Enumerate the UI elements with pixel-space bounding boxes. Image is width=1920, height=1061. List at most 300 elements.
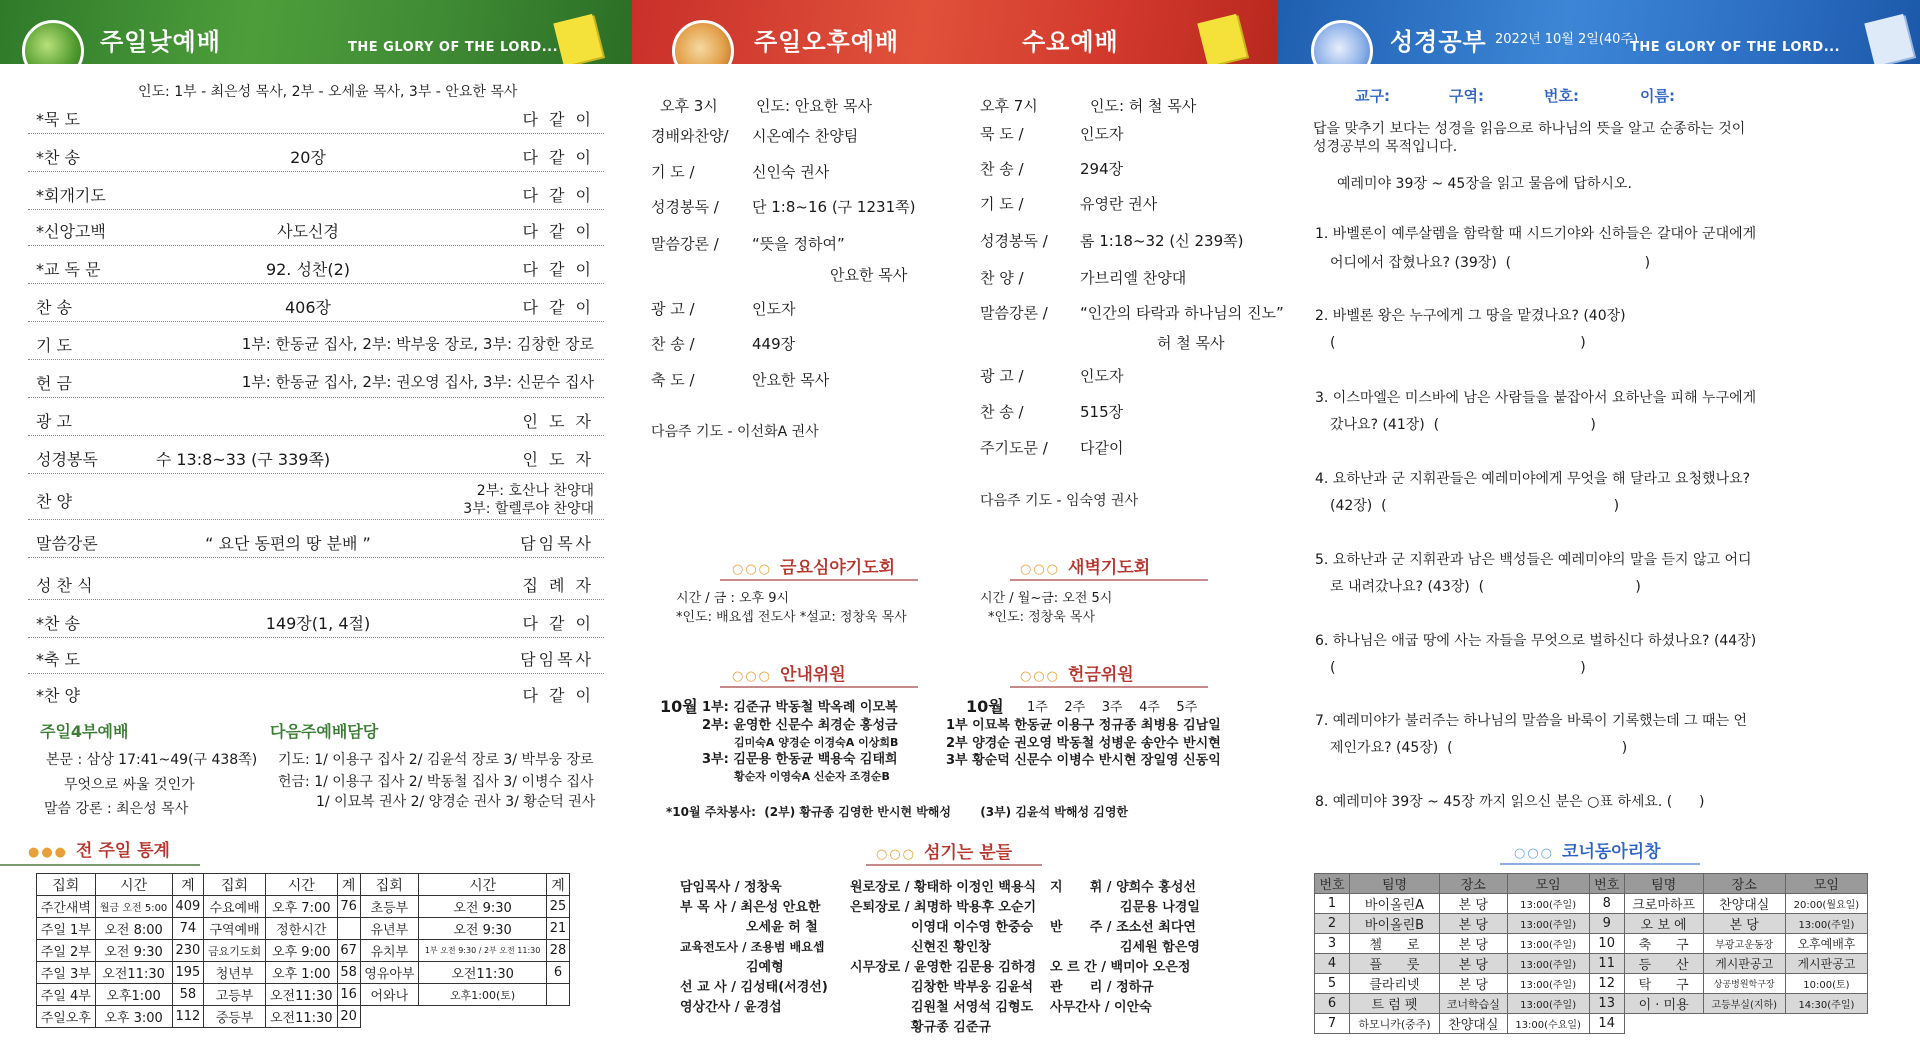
table-cell: 본 당 bbox=[1439, 914, 1507, 934]
table-cell: 플 룻 bbox=[1350, 954, 1440, 974]
order-item: *찬 송 bbox=[36, 148, 80, 167]
fourth-service-text: 본문 : 삼상 17:41~49(구 438쪽) bbox=[46, 752, 258, 768]
stats-table bbox=[36, 873, 570, 1028]
divider bbox=[866, 864, 1042, 866]
table-cell: 주간새벽 bbox=[37, 896, 96, 918]
table-cell: 9 bbox=[1589, 914, 1624, 934]
order-item: *묵 도 bbox=[36, 110, 80, 129]
table-cell: 고등부실(지하) bbox=[1703, 994, 1785, 1014]
question-line: 8. 예레미야 39장 ~ 45장 까지 읽으신 분은 ○표 하세요. ( ) bbox=[1315, 794, 1705, 810]
table-row bbox=[1315, 1014, 1868, 1034]
ushers-month: 10월 bbox=[660, 697, 698, 716]
servant-line: 지 휘 / 양희수 홍성선 bbox=[1050, 880, 1196, 895]
table-cell: 오후 3:00 bbox=[95, 1006, 172, 1028]
order-content: “ 요단 동편의 땅 분배 ” bbox=[205, 534, 371, 553]
table-cell: 13:00(주일) bbox=[1507, 934, 1589, 954]
dots-icon: ○○○ bbox=[876, 847, 917, 862]
table-cell: 14:30(주일) bbox=[1785, 994, 1867, 1014]
order-by: 다 같 이 bbox=[522, 614, 594, 633]
divider bbox=[1010, 686, 1208, 688]
ushers-line: 2부: 윤영한 신문수 최경순 홍성금 bbox=[702, 718, 898, 733]
study-intro: 답을 맞추기 보다는 성경을 읽음으로 하나님의 뜻을 알고 순종하는 것이 bbox=[1313, 121, 1746, 137]
dots-icon: ○○○ bbox=[1514, 846, 1555, 861]
dots-icon: ○○○ bbox=[1020, 562, 1061, 577]
servant-line: 김창한 박부웅 김윤석 bbox=[911, 980, 1034, 995]
table-cell: 10:00(토) bbox=[1785, 974, 1867, 994]
divider bbox=[1010, 579, 1208, 581]
order-content: 사도신경 bbox=[277, 222, 339, 241]
table-cell: 409 bbox=[172, 896, 204, 918]
table-cell: 수요예배 bbox=[204, 896, 266, 918]
order-row bbox=[28, 174, 604, 210]
servant-line: 오 르 간 / 백미아 오은정 bbox=[1050, 960, 1191, 975]
order-item: *축 도 bbox=[36, 650, 80, 669]
order-label: 주기도문 / bbox=[980, 439, 1048, 457]
table-cell: 주일 3부 bbox=[37, 962, 96, 984]
table-cell: 오후 9:00 bbox=[265, 940, 337, 962]
order-row bbox=[28, 324, 604, 360]
service-leaders: 인도: 1부 - 최은성 목사, 2부 - 오세윤 목사, 3부 - 안요한 목사 bbox=[138, 84, 518, 100]
hydrangea-thumbnail-icon bbox=[1311, 20, 1373, 64]
table-cell: 13:00(주일) bbox=[1507, 994, 1589, 1014]
table-header: 계 bbox=[172, 874, 204, 896]
question-line: 7. 예레미야가 불러주는 하나님의 말씀을 바룩이 기록했는데 그 때는 언 bbox=[1315, 713, 1748, 729]
question-line: 로 내려갔나요? (43장) ( ) bbox=[1330, 579, 1641, 595]
table-cell: 오후1:00 bbox=[95, 984, 172, 1006]
order-item: *회개기도 bbox=[36, 186, 106, 205]
table-header: 번호 bbox=[1589, 874, 1624, 894]
header-sunday-afternoon bbox=[632, 0, 1277, 64]
table-header-row bbox=[1315, 874, 1868, 894]
table-row bbox=[37, 896, 570, 918]
afternoon-time: 오후 3시 bbox=[660, 97, 718, 115]
wednesday-time: 오후 7시 bbox=[980, 97, 1038, 115]
table-cell: 13:00(주일) bbox=[1507, 894, 1589, 914]
table-cell: 주일오후 bbox=[37, 1006, 96, 1028]
header-sunday-morning bbox=[0, 0, 632, 64]
ushers-line: 김미숙A 양경순 이경숙A 이상희B bbox=[734, 736, 899, 749]
question-line: 5. 요하난과 군 지휘관과 남은 백성들은 예레미야의 말을 듣지 않고 어디 bbox=[1315, 552, 1752, 568]
study-intro: 성경공부의 목적입니다. bbox=[1313, 139, 1458, 155]
header-bible-study bbox=[1277, 0, 1920, 64]
table-cell: 25 bbox=[547, 896, 570, 918]
servant-line: 사무간사 / 이안숙 bbox=[1050, 1000, 1152, 1015]
table-cell: 6 bbox=[547, 962, 570, 984]
ushers-title-text: 안내위원 bbox=[780, 665, 846, 685]
table-row bbox=[37, 962, 570, 984]
servant-line: 김문용 나경일 bbox=[1120, 900, 1200, 915]
offering-line: 2부 양경순 권오영 박동철 성병운 송안수 반시현 bbox=[946, 736, 1221, 751]
order-item: 성경봉독 bbox=[36, 450, 98, 469]
table-cell: 하모니카(중주) bbox=[1350, 1014, 1440, 1034]
table-cell: 오후 7:00 bbox=[265, 896, 337, 918]
divider bbox=[0, 864, 200, 866]
flower-thumbnail-icon bbox=[22, 20, 84, 64]
dawn-prayer-title-text: 새벽기도회 bbox=[1068, 558, 1151, 578]
servant-line: 은퇴장로 / 최명하 박용후 오순기 bbox=[850, 900, 1037, 915]
table-cell: 13:00(수요일) bbox=[1507, 1014, 1589, 1034]
dots-icon: ○○○ bbox=[732, 669, 773, 684]
order-item: 찬 양 bbox=[36, 492, 72, 511]
question-line: 갔나요? (41장) ( ) bbox=[1330, 417, 1596, 433]
order-value: 515장 bbox=[1080, 403, 1124, 421]
order-content: 20장 bbox=[290, 148, 326, 167]
question-line: 6. 하나님은 애굽 땅에 사는 자들을 무엇으로 벌하신다 하셨나요? (44장) bbox=[1315, 633, 1757, 649]
table-cell: 금요기도회 bbox=[204, 940, 266, 962]
table-cell: 오 보 에 bbox=[1624, 914, 1703, 934]
table-cell: 13:00(주일) bbox=[1507, 974, 1589, 994]
table-cell: 오후 1:00 bbox=[265, 962, 337, 984]
stats-title bbox=[28, 836, 170, 861]
table-cell: 오전11:30 bbox=[265, 1006, 337, 1028]
order-value: 449장 bbox=[752, 335, 796, 353]
header-title: 주일낮예배 bbox=[100, 28, 221, 56]
table-header: 계 bbox=[547, 874, 570, 896]
wednesday-leader: 인도: 허 철 목사 bbox=[1090, 97, 1197, 115]
table-header: 장소 bbox=[1703, 874, 1785, 894]
table-cell bbox=[360, 1006, 419, 1028]
dawn-prayer-lead: *인도: 정창욱 목사 bbox=[988, 610, 1096, 625]
table-cell: 중등부 bbox=[204, 1006, 266, 1028]
order-row bbox=[28, 286, 604, 322]
table-row bbox=[37, 940, 570, 962]
table-header: 팀명 bbox=[1624, 874, 1703, 894]
table-cell: 11 bbox=[1589, 954, 1624, 974]
table-cell: 이 · 미용 bbox=[1624, 994, 1703, 1014]
table-header: 집회 bbox=[204, 874, 266, 896]
table-cell: 112 bbox=[172, 1006, 204, 1028]
order-row bbox=[28, 476, 604, 520]
servants-title bbox=[876, 838, 1012, 863]
divider bbox=[1500, 863, 1700, 865]
order-value: 단 1:8~16 (구 1231쪽) bbox=[752, 198, 916, 216]
order-label: 광 고 / bbox=[980, 367, 1024, 385]
order-value: 시온예수 찬양팀 bbox=[752, 127, 859, 145]
table-cell: 주일 1부 bbox=[37, 918, 96, 940]
servant-line: 반 주 / 조소선 최다연 bbox=[1050, 920, 1196, 935]
table-cell: 20:00(월요일) bbox=[1785, 894, 1867, 914]
club-title-text: 코너동아리창 bbox=[1562, 842, 1661, 862]
order-value: 허 철 목사 bbox=[1157, 334, 1225, 352]
friday-prayer-title bbox=[732, 553, 895, 578]
table-cell: 탁 구 bbox=[1624, 974, 1703, 994]
order-label: 성경봉독 / bbox=[980, 232, 1048, 250]
table-cell: 본 당 bbox=[1439, 934, 1507, 954]
order-content: 406장 bbox=[285, 298, 331, 317]
order-item: 헌 금 bbox=[36, 374, 72, 393]
food-thumbnail-icon bbox=[672, 20, 734, 64]
table-cell: 오전11:30 bbox=[265, 984, 337, 1006]
table-header: 시간 bbox=[265, 874, 337, 896]
order-value: 인도자 bbox=[1080, 125, 1124, 143]
table-cell: 본 당 bbox=[1439, 974, 1507, 994]
table-cell: 주일 2부 bbox=[37, 940, 96, 962]
table-cell: 74 bbox=[172, 918, 204, 940]
servant-line: 김원철 서영석 김형도 bbox=[911, 1000, 1034, 1015]
order-label: 광 고 / bbox=[651, 300, 695, 318]
servant-line: 교육전도사 / 조용범 배요셉 bbox=[680, 940, 825, 954]
field-number: 번호: bbox=[1544, 87, 1579, 105]
order-item: *교 독 문 bbox=[36, 260, 101, 279]
table-cell: 1부 오전 9:30 / 2부 오전 11:30 bbox=[419, 940, 547, 962]
order-content: 수 13:8~33 (구 339쪽) bbox=[155, 450, 331, 469]
question-line: ( ) bbox=[1330, 660, 1586, 676]
order-by: 담임목사 bbox=[520, 650, 594, 669]
table-cell: 6 bbox=[1315, 994, 1350, 1014]
friday-prayer-title-text: 금요심야기도회 bbox=[780, 558, 895, 578]
table-header: 장소 bbox=[1439, 874, 1507, 894]
order-row bbox=[28, 602, 604, 638]
offering-line: 3부 황순덕 신문수 이병수 반시현 장일영 신동익 bbox=[946, 753, 1221, 768]
order-value: 294장 bbox=[1080, 160, 1124, 178]
table-cell: 유년부 bbox=[360, 918, 419, 940]
dots-icon: ●●● bbox=[28, 845, 69, 860]
order-value: 인도자 bbox=[1080, 367, 1124, 385]
order-by: 다 같 이 bbox=[522, 298, 594, 317]
table-cell: 28 bbox=[547, 940, 570, 962]
table-cell: 코너학습실 bbox=[1439, 994, 1507, 1014]
table-row bbox=[37, 1006, 570, 1028]
order-content: 92. 성찬(2) bbox=[265, 260, 351, 279]
order-by: 인 도 자 bbox=[522, 450, 594, 469]
table-cell: 오전 9:30 bbox=[419, 918, 547, 940]
afternoon-leader: 인도: 안요한 목사 bbox=[756, 97, 873, 115]
table-cell: 본 당 bbox=[1439, 954, 1507, 974]
table-cell: 12 bbox=[1589, 974, 1624, 994]
order-value: 가브리엘 찬양대 bbox=[1080, 269, 1187, 287]
servant-line: 오세윤 허 철 bbox=[746, 920, 818, 935]
order-row bbox=[28, 210, 604, 246]
table-cell: 구역예배 bbox=[204, 918, 266, 940]
header-title-wednesday: 수요예배 bbox=[1022, 28, 1119, 56]
table-cell bbox=[547, 984, 570, 1006]
order-value: “인간의 타락과 하나님의 진노” bbox=[1080, 304, 1284, 322]
order-item: 말씀강론 bbox=[36, 534, 98, 553]
header-subtitle: THE GLORY OF THE LORD... bbox=[348, 40, 559, 55]
sticky-note-icon bbox=[1197, 14, 1246, 64]
table-cell: 13:00(주일) bbox=[1785, 914, 1867, 934]
order-content: 1부: 한동균 집사, 2부: 권오영 집사, 3부: 신문수 집사 bbox=[241, 373, 594, 391]
table-cell bbox=[419, 1006, 547, 1028]
table-cell: 바이올린B bbox=[1350, 914, 1440, 934]
order-value: 신인숙 권사 bbox=[752, 163, 830, 181]
table-cell: 20 bbox=[337, 1006, 360, 1028]
header-subtitle: THE GLORY OF THE LORD... bbox=[1630, 40, 1841, 55]
question-line: 1. 바벨론이 예루살렘을 함락할 때 시드기야와 신하들은 갈대아 군대에게 bbox=[1315, 226, 1757, 242]
order-label: 기 도 / bbox=[651, 163, 695, 181]
header-title: 성경공부 bbox=[1390, 28, 1487, 56]
club-title bbox=[1514, 837, 1661, 862]
order-item: *신앙고백 bbox=[36, 222, 106, 241]
order-item: *찬 양 bbox=[36, 686, 80, 705]
table-header: 계 bbox=[337, 874, 360, 896]
question-line: (42장) ( ) bbox=[1330, 498, 1620, 514]
servant-line: 영상간사 / 윤경섭 bbox=[680, 1000, 782, 1015]
question-line: 4. 요하난과 군 지휘관들은 예레미야에게 무엇을 해 달라고 요청했나요? bbox=[1315, 471, 1751, 487]
table-header: 시간 bbox=[95, 874, 172, 896]
table-cell: 8 bbox=[1589, 894, 1624, 914]
divider bbox=[720, 579, 918, 581]
table-cell: 오전 9:30 bbox=[95, 940, 172, 962]
order-label: 기 도 / bbox=[980, 195, 1024, 213]
table-cell: 초등부 bbox=[360, 896, 419, 918]
field-zone: 구역: bbox=[1449, 87, 1484, 105]
order-label: 말씀강론 / bbox=[980, 304, 1048, 322]
table-cell: 축 구 bbox=[1624, 934, 1703, 954]
dawn-prayer-title bbox=[1020, 553, 1150, 578]
fourth-service-title: 주일4부예배 bbox=[40, 722, 129, 741]
table-cell: 등 산 bbox=[1624, 954, 1703, 974]
table-header: 팀명 bbox=[1350, 874, 1440, 894]
table-cell bbox=[1624, 1014, 1703, 1034]
table-cell: 13:00(주일) bbox=[1507, 914, 1589, 934]
order-label: 축 도 / bbox=[651, 371, 695, 389]
praise-line: 3부: 할렐루야 찬양대 bbox=[463, 501, 594, 517]
field-district: 교구: bbox=[1355, 87, 1390, 105]
table-header-row bbox=[37, 874, 570, 896]
table-cell: 상공병원학구장 bbox=[1703, 974, 1785, 994]
club-table bbox=[1314, 873, 1868, 1034]
table-cell bbox=[1703, 1014, 1785, 1034]
table-cell: 13:00(주일) bbox=[1507, 954, 1589, 974]
sticky-note-icon bbox=[1864, 14, 1913, 64]
next-week-prayer: 기도: 1/ 이용구 집사 2/ 김윤석 장로 3/ 박부웅 장로 bbox=[278, 752, 594, 768]
table-row bbox=[1315, 914, 1868, 934]
table-cell: 청년부 bbox=[204, 962, 266, 984]
table-cell: 크로마하프 bbox=[1624, 894, 1703, 914]
table-row bbox=[1315, 954, 1868, 974]
servant-line: 부 목 사 / 최은성 안요한 bbox=[680, 900, 821, 915]
table-cell: 본 당 bbox=[1439, 894, 1507, 914]
question-line: 3. 이스마엘은 미스바에 남은 사람들을 붙잡아서 요하난을 피해 누구에게 bbox=[1315, 390, 1757, 406]
offering-committee-title-text: 헌금위원 bbox=[1068, 665, 1134, 685]
field-name: 이름: bbox=[1640, 87, 1675, 105]
table-cell: 오후예배후 bbox=[1785, 934, 1867, 954]
order-by: 다 같 이 bbox=[522, 260, 594, 279]
question-line: 어디에서 잡혔나요? (39장) ( ) bbox=[1330, 255, 1651, 271]
order-value: 안요한 목사 bbox=[752, 371, 830, 389]
table-cell: 67 bbox=[337, 940, 360, 962]
table-row bbox=[1315, 974, 1868, 994]
header-title: 주일오후예배 bbox=[754, 28, 900, 56]
order-row bbox=[28, 522, 604, 558]
table-cell: 클라리넷 bbox=[1350, 974, 1440, 994]
study-instruction: 예레미야 39장 ~ 45장을 읽고 물음에 답하시오. bbox=[1337, 176, 1632, 192]
table-cell: 게시판공고 bbox=[1785, 954, 1867, 974]
order-label: 경배와찬양/ bbox=[651, 127, 729, 145]
next-week-title: 다음주예배담당 bbox=[270, 722, 379, 741]
order-value: 롬 1:18~32 (신 239쪽) bbox=[1080, 232, 1244, 250]
table-cell: 부광고운동장 bbox=[1703, 934, 1785, 954]
order-item: 광 고 bbox=[36, 412, 72, 431]
offering-committee-title bbox=[1020, 660, 1134, 685]
table-header: 집회 bbox=[37, 874, 96, 896]
table-cell: 10 bbox=[1589, 934, 1624, 954]
table-cell: 오전11:30 bbox=[95, 962, 172, 984]
fourth-service-subject: 무엇으로 싸울 것인가 bbox=[64, 777, 195, 793]
table-header: 모임 bbox=[1507, 874, 1589, 894]
table-header: 집회 bbox=[360, 874, 419, 896]
order-label: 성경봉독 / bbox=[651, 198, 719, 216]
table-cell: 76 bbox=[337, 896, 360, 918]
table-row bbox=[1315, 994, 1868, 1014]
order-item: 찬 송 bbox=[36, 298, 72, 317]
order-row bbox=[28, 400, 604, 436]
table-cell: 어와나 bbox=[360, 984, 419, 1006]
order-row bbox=[28, 638, 604, 674]
servant-line: 신현진 황인창 bbox=[911, 940, 991, 955]
table-cell: 영유아부 bbox=[360, 962, 419, 984]
table-cell bbox=[547, 1006, 570, 1028]
order-row bbox=[28, 248, 604, 284]
servant-line: 시무장로 / 윤영한 김문용 김하경 bbox=[850, 960, 1037, 975]
next-week-offering: 헌금: 1/ 이용구 집사 2/ 박동철 집사 3/ 이병수 집사 bbox=[278, 774, 594, 790]
table-cell: 13 bbox=[1589, 994, 1624, 1014]
table-cell bbox=[337, 918, 360, 940]
order-by: 다 같 이 bbox=[522, 148, 594, 167]
table-cell: 21 bbox=[547, 918, 570, 940]
table-cell: 16 bbox=[337, 984, 360, 1006]
table-cell: 14 bbox=[1589, 1014, 1624, 1034]
table-cell: 230 bbox=[172, 940, 204, 962]
table-cell: 오전11:30 bbox=[419, 962, 547, 984]
servant-line: 이영대 이수영 한중승 bbox=[911, 920, 1034, 935]
table-row bbox=[1315, 894, 1868, 914]
table-cell: 게시판공고 bbox=[1703, 954, 1785, 974]
friday-prayer-lead: *인도: 배요셉 전도사 *설교: 정창욱 목사 bbox=[676, 610, 907, 625]
table-row bbox=[37, 918, 570, 940]
order-label: 찬 송 / bbox=[980, 403, 1024, 421]
table-row bbox=[1315, 934, 1868, 954]
table-cell: 오전 8:00 bbox=[95, 918, 172, 940]
wednesday-next-prayer: 다음주 기도 - 임숙영 권사 bbox=[980, 493, 1139, 509]
table-cell: 5 bbox=[1315, 974, 1350, 994]
order-by: 다 같 이 bbox=[522, 686, 594, 705]
order-by: 다 같 이 bbox=[522, 222, 594, 241]
table-cell: 오전 9:30 bbox=[419, 896, 547, 918]
table-cell: 월금 오전 5:00 bbox=[95, 896, 172, 918]
order-label: 찬 송 / bbox=[651, 335, 695, 353]
header-date: 2022년 10월 2일(40주) bbox=[1495, 32, 1639, 47]
afternoon-next-prayer: 다음주 기도 - 이선화A 권사 bbox=[651, 424, 819, 440]
table-cell: 찬양대실 bbox=[1703, 894, 1785, 914]
parking-service: *10월 주차봉사: (2부) 황규종 김영한 반시현 박해성 (3부) 김윤석 박해성 김영한 bbox=[666, 805, 1129, 819]
order-row bbox=[28, 136, 604, 172]
table-cell: 오후1:00(토) bbox=[419, 984, 547, 1006]
table-cell: 트 럼 펫 bbox=[1350, 994, 1440, 1014]
servant-line: 원로장로 / 황태하 이정인 백용식 bbox=[850, 880, 1037, 895]
servant-line: 김예형 bbox=[746, 960, 784, 975]
order-item: 기 도 bbox=[36, 336, 72, 355]
servant-line: 김세원 함은영 bbox=[1120, 940, 1200, 955]
table-cell: 1 bbox=[1315, 894, 1350, 914]
order-by: 인 도 자 bbox=[522, 412, 594, 431]
question-line: ( ) bbox=[1330, 335, 1586, 351]
table-cell: 3 bbox=[1315, 934, 1350, 954]
ushers-line: 황순자 이영숙A 신순자 조경순B bbox=[734, 770, 890, 783]
dots-icon: ○○○ bbox=[1020, 669, 1061, 684]
order-row bbox=[28, 564, 604, 600]
table-header: 모임 bbox=[1785, 874, 1867, 894]
table-cell: 58 bbox=[337, 962, 360, 984]
order-item: *찬 송 bbox=[36, 614, 80, 633]
fourth-service-sermon: 말씀 강론 : 최은성 목사 bbox=[44, 801, 189, 817]
order-by: 다 같 이 bbox=[522, 186, 594, 205]
order-value: 다같이 bbox=[1080, 439, 1124, 457]
order-label: 묵 도 / bbox=[980, 125, 1024, 143]
ushers-line: 1부: 김준규 박동철 박옥례 이모복 bbox=[702, 700, 898, 715]
order-label: 말씀강론 / bbox=[651, 235, 719, 253]
